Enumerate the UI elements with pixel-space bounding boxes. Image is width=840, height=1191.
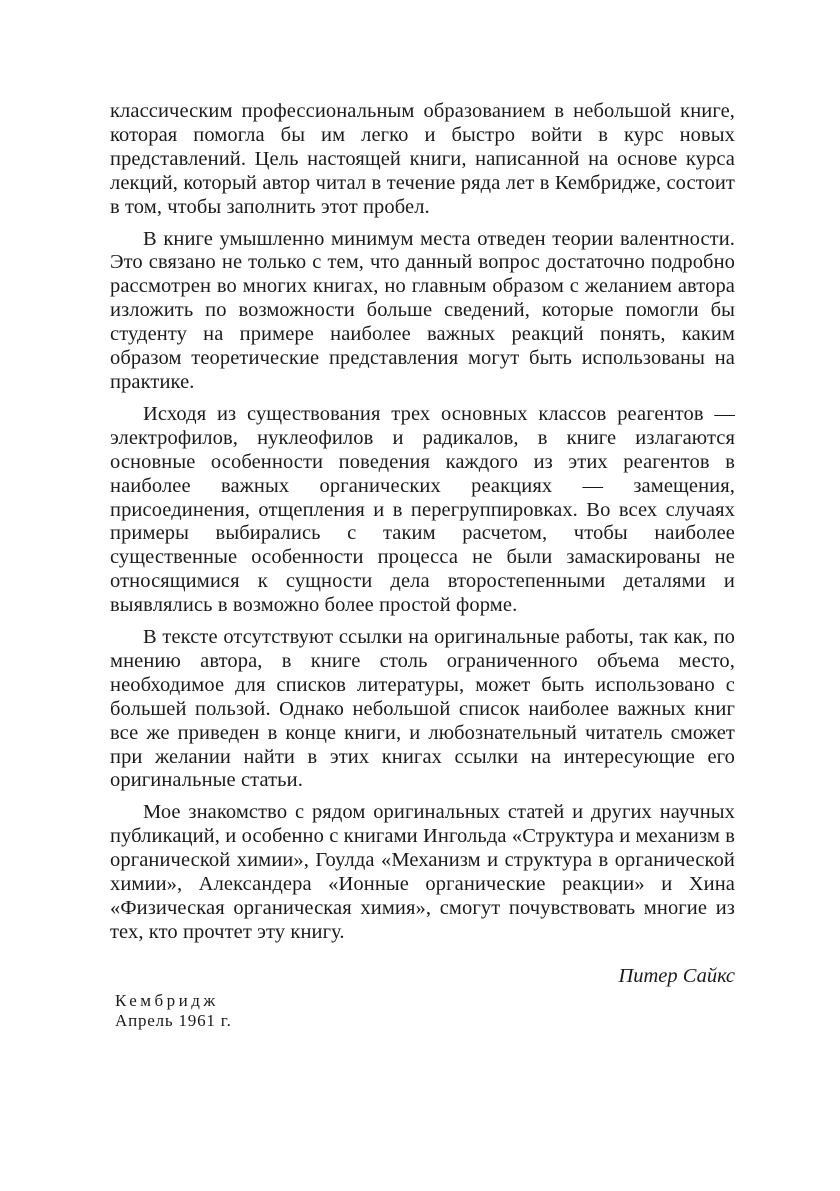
date-label: Апрель 1961 г. xyxy=(115,1010,232,1030)
paragraph-2: В книге умышленно минимум места отведен теории валентности. Это связано не только с тем, что данный вопрос достаточно подробно рассмотрен во многих книгах, но главным образом с желанием автора изложить по возможности больше сведений, которые помогли бы студенту на примере наиболее важных реакций понять, каким образом теоретические представления могут быть использованы на практике. xyxy=(110,227,735,393)
paragraph-3: Исходя из существования трех основных классов реагентов — электрофилов, нуклеофилов и радикалов, в книге излагаются основные особенности поведения каждого из этих реагентов в наиболее важных органических реакциях — замещения, присоединения, отщепления и в перегруппировках. Во всех случаях примеры выбирались с таким расчетом, чтобы наиболее существенные особенности процесса не были замаскированы не относящимися к сущности дела второстепенными деталями и выявлялись в возможно более простой форме. xyxy=(110,402,735,617)
place-date-block xyxy=(115,991,735,1031)
paragraph-5: Мое знакомство с рядом оригинальных статей и других научных публикаций, и особенно с книгами Ингольда «Структура и механизм в органической химии», Гоулда «Механизм и структура в органической химии», Александера «Ионные органические реакции» и Хина «Физическая органическая химия», смогут почувствовать многие из тех, кто прочтет эту книгу. xyxy=(110,801,735,943)
paragraph-1: классическим профессиональным образованием в небольшой книге, которая помогла бы им легко и быстро войти в курс новых представлений. Цель настоящей книги, написанной на основе курса лекций, который автор читал в течение ряда лет в Кембридже, состоит в том, чтобы заполнить этот пробел. xyxy=(110,100,735,218)
document-page xyxy=(110,100,735,1160)
paragraph-4: В тексте отсутствуют ссылки на оригинальные работы, так как, по мнению автора, в книге столь ограниченного объема место, необходимое для списков литературы, может быть использовано с большей пользой. Однако небольшой список наиболее важных книг все же приведен в конце книги, и любознательный читатель сможет при желании найти в этих книгах ссылки на интересующие его оригинальные статьи. xyxy=(110,626,735,792)
author-signature: Питер Сайкс xyxy=(618,964,735,987)
place-label: Кембридж xyxy=(115,990,219,1010)
